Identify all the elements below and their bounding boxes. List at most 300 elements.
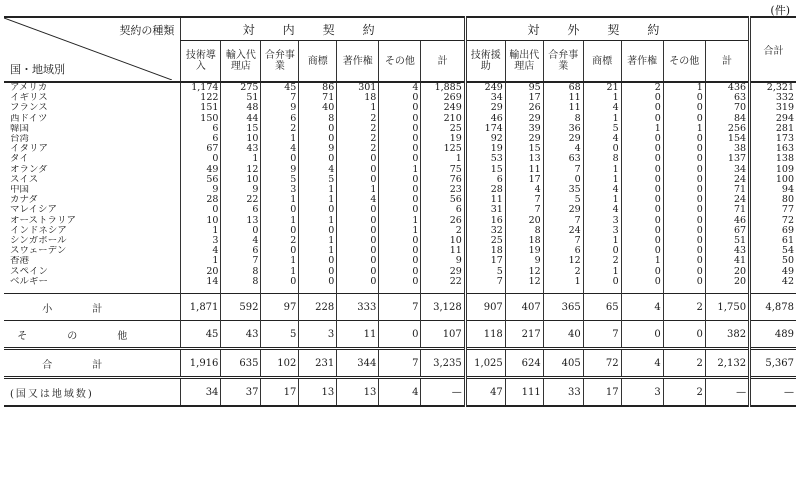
others-row-cell: 40 — [543, 321, 583, 349]
count-row-cell: 17 — [261, 378, 299, 407]
table-cell: 281 — [750, 124, 796, 134]
total-row-cell: 231 — [299, 349, 337, 378]
table-cell: 23 — [421, 185, 465, 195]
table-cell: 1,885 — [421, 82, 465, 93]
table-cell: 0 — [299, 277, 337, 287]
table-cell: 0 — [663, 93, 705, 103]
table-cell: 0 — [621, 185, 663, 195]
table-cell: 51 — [221, 93, 261, 103]
table-cell: 0 — [337, 216, 379, 226]
table-cell: 2 — [543, 267, 583, 277]
table-cell: 15 — [221, 124, 261, 134]
country-name: 中国 — [10, 185, 30, 196]
table-cell: 6 — [261, 114, 299, 124]
table-cell: 9 — [261, 103, 299, 113]
table-cell: 5 — [543, 195, 583, 205]
table-cell: 71 — [705, 185, 749, 195]
table-cell: 0 — [261, 154, 299, 164]
table-cell: 0 — [621, 236, 663, 246]
table-cell: 6 — [465, 175, 505, 185]
table-cell: 51 — [705, 236, 749, 246]
table-cell: 39 — [505, 124, 543, 134]
table-cell: 72 — [750, 216, 796, 226]
table-cell: 9 — [181, 185, 221, 195]
table-cell: 17 — [505, 93, 543, 103]
count-row-cell: 4 — [379, 378, 421, 407]
table-cell: 0 — [261, 226, 299, 236]
table-cell: 40 — [299, 103, 337, 113]
table-cell: 7 — [261, 93, 299, 103]
table-cell: 34 — [705, 165, 749, 175]
count-row-cell: — — [750, 378, 796, 407]
country-name: 香港 — [10, 256, 30, 267]
country-name: ベルギー — [10, 276, 49, 287]
table-row — [4, 82, 796, 93]
table-cell: 26 — [505, 103, 543, 113]
subtotal-row-cell: 1,750 — [705, 294, 749, 321]
table-cell: 8 — [543, 114, 583, 124]
table-cell: 24 — [705, 175, 749, 185]
table-cell: 249 — [421, 103, 465, 113]
count-row-cell: 2 — [663, 378, 705, 407]
table-cell: 8 — [221, 277, 261, 287]
table-cell: 12 — [221, 165, 261, 175]
table-cell: 0 — [379, 256, 421, 266]
table-cell: 4 — [505, 185, 543, 195]
total-row-cell: 2 — [663, 349, 705, 378]
table-cell: 29 — [465, 103, 505, 113]
table-cell: 1 — [181, 256, 221, 266]
table-cell: 86 — [299, 82, 337, 93]
table-row — [4, 236, 796, 246]
table-cell: 0 — [621, 195, 663, 205]
table-cell: 49 — [181, 165, 221, 175]
count-row-cell: 17 — [583, 378, 621, 407]
subtotal-row-cell: 407 — [505, 294, 543, 321]
col-header-in-1: 輸入代理店 — [221, 41, 261, 83]
table-cell: 1 — [583, 114, 621, 124]
table-cell: 3 — [583, 226, 621, 236]
table-cell: 0 — [379, 246, 421, 256]
table-cell: 0 — [379, 195, 421, 205]
country-name: 台湾 — [10, 134, 30, 145]
table-cell: 56 — [181, 175, 221, 185]
table-cell: 29 — [505, 134, 543, 144]
table-cell: 0 — [299, 124, 337, 134]
table-row — [4, 195, 796, 205]
col-header-in-0: 技術導入 — [181, 41, 221, 83]
table-cell: 275 — [221, 82, 261, 93]
table-cell: 1 — [583, 195, 621, 205]
table-cell: 8 — [221, 267, 261, 277]
table-cell: 1 — [337, 103, 379, 113]
table-cell: 174 — [465, 124, 505, 134]
table-row — [4, 124, 796, 134]
table-cell: 0 — [663, 103, 705, 113]
table-cell: 22 — [221, 195, 261, 205]
table-cell: 2 — [337, 124, 379, 134]
others-row-cell: 489 — [750, 321, 796, 349]
table-cell: 0 — [379, 154, 421, 164]
table-row — [4, 226, 796, 236]
table-cell: 15 — [465, 165, 505, 175]
table-cell: 436 — [705, 82, 749, 93]
country-name: 西ドイツ — [10, 113, 48, 124]
col-header-out-5: その他 — [663, 41, 705, 83]
table-cell: 0 — [663, 205, 705, 215]
table-cell: 8 — [505, 226, 543, 236]
table-cell: 63 — [543, 154, 583, 164]
others-row-label: その他 — [4, 321, 181, 349]
table-cell: 0 — [621, 175, 663, 185]
subtotal-row-cell: 2 — [663, 294, 705, 321]
subtotal-row-cell: 228 — [299, 294, 337, 321]
table-cell: 0 — [299, 256, 337, 266]
corner-header — [4, 17, 181, 82]
table-cell: 6 — [543, 246, 583, 256]
table-cell: 4 — [583, 205, 621, 215]
country-name: スイス — [10, 174, 39, 185]
total-row-label: 合計 — [4, 349, 181, 378]
table-cell: 17 — [465, 256, 505, 266]
table-cell: 50 — [750, 256, 796, 266]
table-cell: 0 — [621, 277, 663, 287]
table-cell: 1 — [621, 124, 663, 134]
subtotal-row-cell: 4,878 — [750, 294, 796, 321]
col-header-in-6: 計 — [421, 41, 465, 83]
table-cell: 63 — [705, 93, 749, 103]
table-cell: 0 — [663, 195, 705, 205]
table-cell: 48 — [221, 103, 261, 113]
table-cell: 2 — [621, 82, 663, 93]
total-row-cell: 1,025 — [465, 349, 505, 378]
table-cell: 1 — [299, 236, 337, 246]
others-row-cell: 3 — [299, 321, 337, 349]
table-cell: 319 — [750, 103, 796, 113]
total-row-cell: 3,235 — [421, 349, 465, 378]
table-cell: 138 — [750, 154, 796, 164]
table-cell: 0 — [583, 277, 621, 287]
col-header-out-3: 商標 — [583, 41, 621, 83]
subtotal-row-cell: 97 — [261, 294, 299, 321]
table-cell: 22 — [421, 277, 465, 287]
table-cell: 0 — [299, 267, 337, 277]
table-cell: 67 — [705, 226, 749, 236]
table-cell: 1 — [261, 267, 299, 277]
table-cell: 0 — [621, 144, 663, 154]
table-cell: 9 — [505, 256, 543, 266]
table-cell: 294 — [750, 114, 796, 124]
table-cell: 76 — [421, 175, 465, 185]
table-cell: 0 — [337, 175, 379, 185]
others-row-cell: 382 — [705, 321, 749, 349]
table-cell: 1 — [379, 216, 421, 226]
contract-table — [4, 16, 796, 407]
table-cell: 1 — [337, 185, 379, 195]
table-cell: 0 — [337, 205, 379, 215]
others-row — [4, 321, 796, 349]
table-row — [4, 267, 796, 277]
table-cell: 46 — [705, 216, 749, 226]
table-cell: 8 — [299, 114, 337, 124]
table-cell: 18 — [465, 246, 505, 256]
table-cell: 28 — [181, 195, 221, 205]
table-cell: 0 — [261, 246, 299, 256]
table-cell: 10 — [181, 216, 221, 226]
table-cell: 173 — [750, 134, 796, 144]
table-cell: 4 — [583, 134, 621, 144]
table-cell: 10 — [221, 175, 261, 185]
table-cell: 1 — [299, 195, 337, 205]
table-cell: 68 — [543, 82, 583, 93]
table-cell: 75 — [421, 165, 465, 175]
table-cell: 1 — [261, 195, 299, 205]
table-cell: 2 — [261, 236, 299, 246]
table-cell: 18 — [337, 93, 379, 103]
country-name: イタリア — [10, 144, 49, 155]
count-row-cell: 13 — [337, 378, 379, 407]
table-cell: 6 — [221, 205, 261, 215]
table-cell: 9 — [261, 165, 299, 175]
table-cell: 0 — [379, 267, 421, 277]
others-row-cell: 0 — [379, 321, 421, 349]
table-cell: 7 — [465, 277, 505, 287]
others-row-cell: 45 — [181, 321, 221, 349]
table-cell: 269 — [421, 93, 465, 103]
table-row — [4, 144, 796, 154]
table-row — [4, 185, 796, 195]
table-cell: 4 — [261, 144, 299, 154]
table-cell: 5 — [465, 267, 505, 277]
table-cell: 0 — [299, 226, 337, 236]
table-cell: 0 — [337, 236, 379, 246]
subtotal-row-cell: 592 — [221, 294, 261, 321]
table-cell: 6 — [181, 134, 221, 144]
col-header-out-0: 技術援助 — [465, 41, 505, 83]
table-cell: 0 — [663, 246, 705, 256]
table-cell: 137 — [705, 154, 749, 164]
table-cell: 0 — [621, 246, 663, 256]
country-name: シンガポール — [10, 236, 67, 247]
table-cell: 6 — [181, 124, 221, 134]
table-cell: 29 — [505, 114, 543, 124]
table-cell: 151 — [181, 103, 221, 113]
table-cell: 29 — [543, 134, 583, 144]
subtotal-row — [4, 294, 796, 321]
table-cell: 0 — [379, 185, 421, 195]
table-cell: 19 — [465, 144, 505, 154]
table-cell: 2 — [337, 114, 379, 124]
table-cell: 1 — [583, 175, 621, 185]
table-cell: 0 — [621, 267, 663, 277]
count-row-cell: — — [421, 378, 465, 407]
table-cell: 0 — [379, 205, 421, 215]
table-cell: 4 — [299, 165, 337, 175]
others-row-cell: 7 — [583, 321, 621, 349]
country-name: フランス — [10, 103, 48, 114]
table-cell: 24 — [705, 195, 749, 205]
table-cell: 54 — [750, 246, 796, 256]
table-cell: 2 — [421, 226, 465, 236]
table-cell: 25 — [421, 124, 465, 134]
total-row-cell: 624 — [505, 349, 543, 378]
table-cell: 95 — [505, 82, 543, 93]
table-cell: 11 — [421, 246, 465, 256]
table-cell: 3 — [181, 236, 221, 246]
table-cell: 0 — [299, 134, 337, 144]
table-cell: 0 — [221, 226, 261, 236]
count-row-cell: 33 — [543, 378, 583, 407]
table-cell: 0 — [583, 144, 621, 154]
table-cell: 20 — [181, 267, 221, 277]
table-cell: 1 — [181, 226, 221, 236]
group-outbound: 対外契約 — [465, 17, 749, 41]
table-cell: 1 — [583, 236, 621, 246]
table-cell: 109 — [750, 165, 796, 175]
table-cell: 6 — [221, 246, 261, 256]
count-row — [4, 378, 796, 407]
table-cell: 2,321 — [750, 82, 796, 93]
table-cell: 3 — [583, 216, 621, 226]
table-cell: 0 — [663, 216, 705, 226]
table-cell: 5 — [299, 175, 337, 185]
total-row-cell: 2,132 — [705, 349, 749, 378]
others-row-cell: 217 — [505, 321, 543, 349]
table-cell: 1 — [261, 134, 299, 144]
table-cell: 163 — [750, 144, 796, 154]
table-cell: 71 — [705, 205, 749, 215]
total-row-cell: 405 — [543, 349, 583, 378]
table-cell: 53 — [465, 154, 505, 164]
table-cell: 0 — [663, 185, 705, 195]
table-cell: 67 — [181, 144, 221, 154]
table-cell: 1 — [621, 256, 663, 266]
table-cell: 210 — [421, 114, 465, 124]
table-cell: 100 — [750, 175, 796, 185]
total-row-cell: 1,916 — [181, 349, 221, 378]
table-cell: 2 — [337, 134, 379, 144]
table-cell: 11 — [543, 93, 583, 103]
table-cell: 0 — [621, 165, 663, 175]
table-cell: 0 — [379, 103, 421, 113]
table-cell: 0 — [663, 154, 705, 164]
subtotal-row-cell: 3,128 — [421, 294, 465, 321]
table-cell: 1 — [583, 165, 621, 175]
col-header-in-5: その他 — [379, 41, 421, 83]
others-row-cell: 43 — [221, 321, 261, 349]
table-cell: 1 — [299, 216, 337, 226]
table-cell: 43 — [221, 144, 261, 154]
table-cell: 0 — [261, 277, 299, 287]
count-row-cell: — — [705, 378, 749, 407]
table-cell: 0 — [621, 93, 663, 103]
table-cell: 13 — [505, 154, 543, 164]
table-cell: 0 — [663, 277, 705, 287]
table-cell: 45 — [261, 82, 299, 93]
table-cell: 43 — [705, 246, 749, 256]
others-row-cell: 0 — [621, 321, 663, 349]
table-cell: 11 — [465, 195, 505, 205]
col-header-out-4: 著作権 — [621, 41, 663, 83]
col-header-out-2: 合弁事業 — [543, 41, 583, 83]
table-cell: 49 — [750, 267, 796, 277]
table-cell: 12 — [543, 256, 583, 266]
table-cell: 9 — [221, 185, 261, 195]
table-cell: 1 — [583, 267, 621, 277]
subtotal-row-cell: 907 — [465, 294, 505, 321]
subtotal-row-cell: 7 — [379, 294, 421, 321]
table-cell: 61 — [750, 236, 796, 246]
table-cell: 7 — [543, 165, 583, 175]
corner-bottom-label: 国・地域別 — [10, 63, 65, 76]
country-name: スウェーデン — [10, 246, 67, 257]
table-cell: 29 — [543, 205, 583, 215]
table-cell: 0 — [621, 226, 663, 236]
table-cell: 46 — [465, 114, 505, 124]
table-cell: 1 — [379, 226, 421, 236]
table-cell: 94 — [750, 185, 796, 195]
others-row-cell: 107 — [421, 321, 465, 349]
others-row-cell: 118 — [465, 321, 505, 349]
table-cell: 0 — [621, 154, 663, 164]
table-cell: 4 — [583, 103, 621, 113]
table-cell: 7 — [221, 256, 261, 266]
table-cell: 0 — [379, 93, 421, 103]
col-header-out-6: 計 — [705, 41, 749, 83]
total-row-cell: 5,367 — [750, 349, 796, 378]
table-cell: 1 — [583, 93, 621, 103]
table-cell: 0 — [261, 205, 299, 215]
table-cell: 4 — [337, 195, 379, 205]
table-cell: 12 — [505, 267, 543, 277]
table-cell: 7 — [543, 216, 583, 226]
table-cell: 249 — [465, 82, 505, 93]
corner-top-label: 契約の種類 — [119, 24, 175, 37]
table-row — [4, 165, 796, 175]
table-cell: 0 — [543, 175, 583, 185]
table-cell: 1 — [261, 216, 299, 226]
table-cell: 31 — [465, 205, 505, 215]
table-cell: 1 — [663, 82, 705, 93]
count-row-cell: 3 — [621, 378, 663, 407]
table-cell: 16 — [465, 216, 505, 226]
table-cell: 1 — [261, 256, 299, 266]
table-cell: 0 — [299, 205, 337, 215]
table-cell: 1 — [421, 154, 465, 164]
subtotal-row-cell: 365 — [543, 294, 583, 321]
others-row-cell: 11 — [337, 321, 379, 349]
table-cell: 0 — [337, 267, 379, 277]
table-cell: 14 — [181, 277, 221, 287]
table-cell: 0 — [663, 175, 705, 185]
table-cell: 0 — [379, 114, 421, 124]
count-row-cell: 47 — [465, 378, 505, 407]
table-cell: 41 — [705, 256, 749, 266]
table-cell: 32 — [465, 226, 505, 236]
count-row-label: (国又は地域数) — [4, 378, 181, 407]
count-row-cell: 37 — [221, 378, 261, 407]
table-cell: 0 — [337, 226, 379, 236]
table-cell: 4 — [583, 185, 621, 195]
grand-total-header: 合計 — [750, 17, 796, 82]
table-cell: 24 — [543, 226, 583, 236]
table-cell: 84 — [705, 114, 749, 124]
table-cell: 0 — [337, 277, 379, 287]
table-cell: 0 — [181, 154, 221, 164]
table-cell: 0 — [663, 134, 705, 144]
table-cell: 13 — [221, 216, 261, 226]
table-cell: 1,174 — [181, 82, 221, 93]
